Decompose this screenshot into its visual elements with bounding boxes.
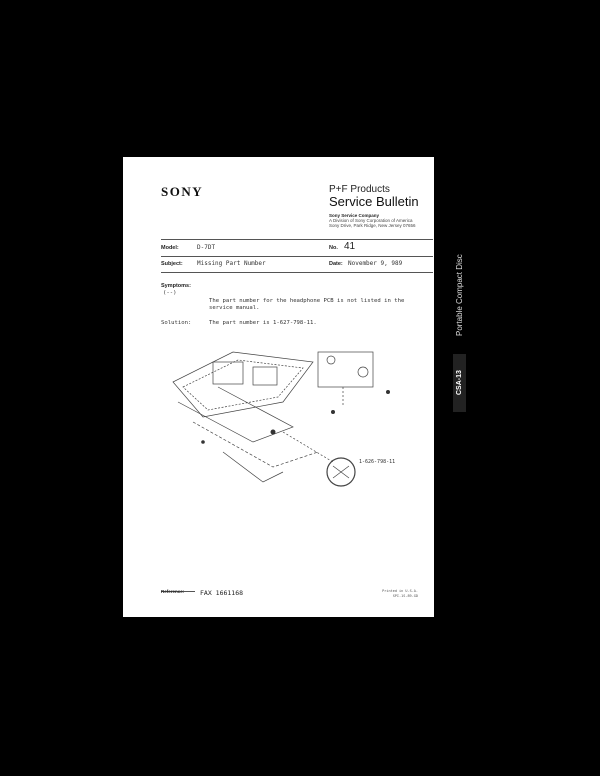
model-label: Model: — [161, 245, 179, 251]
lower-frame — [178, 387, 293, 442]
bulletin-title: Service Bulletin — [329, 194, 419, 209]
symptoms-sub: (--) — [163, 290, 177, 296]
headphone-pcb-detail — [333, 466, 349, 478]
subject-label: Subject: — [161, 261, 183, 267]
bulletin-page — [123, 157, 434, 617]
date-value: November 9, 989 — [348, 260, 403, 267]
reference-label: Reference: — [161, 589, 185, 594]
print-line: Printed in U.S.A. — [382, 589, 418, 593]
section-title: Portable Compact Disc — [455, 254, 464, 336]
number-value: 41 — [344, 241, 356, 252]
company-block — [329, 213, 429, 228]
subject-value: Missing Part Number — [197, 260, 266, 267]
company-line: A Division of Sony Corporation of America — [329, 218, 413, 223]
divider — [161, 272, 433, 273]
exploded-view-diagram — [163, 342, 408, 492]
print-info — [358, 589, 418, 599]
section-tab: CSA-13 — [453, 354, 466, 412]
model-value: D-7DT — [197, 244, 216, 251]
symptoms-text: service manual. — [209, 305, 260, 311]
mechanism-block — [213, 362, 243, 384]
number-label: No. — [329, 245, 338, 251]
callout-leader — [283, 432, 333, 462]
gear — [358, 367, 368, 377]
company-line: Sony Drive, Park Ridge, New Jersey 07656 — [329, 223, 416, 228]
divider — [161, 256, 433, 257]
gear — [327, 356, 335, 364]
upper-right-assembly — [318, 352, 373, 387]
pcb-block — [253, 367, 277, 385]
products-heading: P+F Products — [329, 184, 390, 195]
solution-text: The part number is 1-627-798-11. — [209, 320, 317, 326]
callout-part-number: 1-626-798-11 — [359, 459, 396, 465]
company-name: Sony Service Company — [329, 213, 380, 218]
divider — [161, 239, 433, 240]
date-label: Date: — [329, 261, 343, 267]
print-line: SPI-1S-89-GD — [392, 594, 418, 598]
symptoms-label: Symptoms: — [161, 283, 191, 289]
sony-logo: SONY — [161, 184, 204, 199]
solution-label: Solution: — [161, 320, 192, 326]
cable-path — [193, 422, 318, 467]
fax-number: FAX 1661168 — [200, 589, 244, 597]
symptoms-text: The part number for the headphone PCB is not listed in the — [209, 298, 405, 304]
